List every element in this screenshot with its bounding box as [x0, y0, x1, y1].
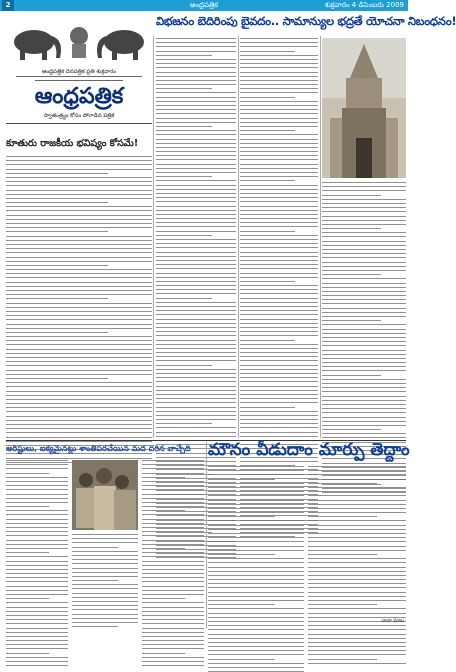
main-story-column-2 — [240, 38, 318, 438]
column-rule — [320, 36, 321, 438]
left-feature-title: కూతురు రాజకీయ భవిష్యం కోసమే! — [6, 138, 139, 149]
main-story-column-1 — [156, 38, 236, 438]
section-name: ఆంధ్రపత్రిక — [189, 1, 219, 9]
bottom-right-story-title: మౌనం వీడుదాం మార్పు తెద్దాం — [208, 440, 410, 460]
bottom-right-column-2 — [308, 466, 406, 616]
masthead-subtitle: స్వాతంత్ర్యం కోసం పోరాడిన పత్రిక — [43, 113, 115, 120]
issue-date: శుక్రవారం 4 డిసెంబరు 2009 — [324, 1, 404, 9]
story-signoff: నానా మాట — [381, 618, 404, 624]
bottom-left-column-3 — [142, 460, 204, 626]
column-rule — [153, 36, 154, 438]
masthead-tagline-lines — [6, 76, 152, 81]
crowd-photo — [72, 460, 138, 530]
elephant-emblem-icon — [6, 14, 152, 64]
bottom-left-column-1 — [6, 460, 68, 626]
bottom-right-column-1 — [208, 466, 304, 626]
main-story-column-3 — [322, 182, 406, 438]
column-rule — [206, 442, 207, 628]
masthead — [6, 14, 152, 136]
page-number: 2 — [2, 0, 14, 11]
bottom-left-column-2 — [72, 534, 138, 626]
masthead-rule — [6, 123, 152, 124]
column-rule — [238, 36, 239, 438]
masthead-tagline: ఆంధ్రపత్రిక దినపత్రిక ప్రతి శుక్రవారం — [41, 69, 117, 75]
masthead-title: ఆంధ్రపత్రిక — [34, 84, 124, 110]
page-header-bar — [0, 0, 408, 11]
bottom-left-story-title: అరిష్టులు, ఐక్యమైనట్లు శాంతిపరచేయిన మద దరిన వాచ్చేది — [6, 444, 191, 453]
left-feature-body — [6, 156, 152, 440]
top-banner-headline: విభజనం బెదిరింపు బైవదం.. సామాన్యుల భద్రతే యోచనా నిబంధనం! — [156, 14, 456, 28]
temple-photo — [322, 38, 406, 178]
